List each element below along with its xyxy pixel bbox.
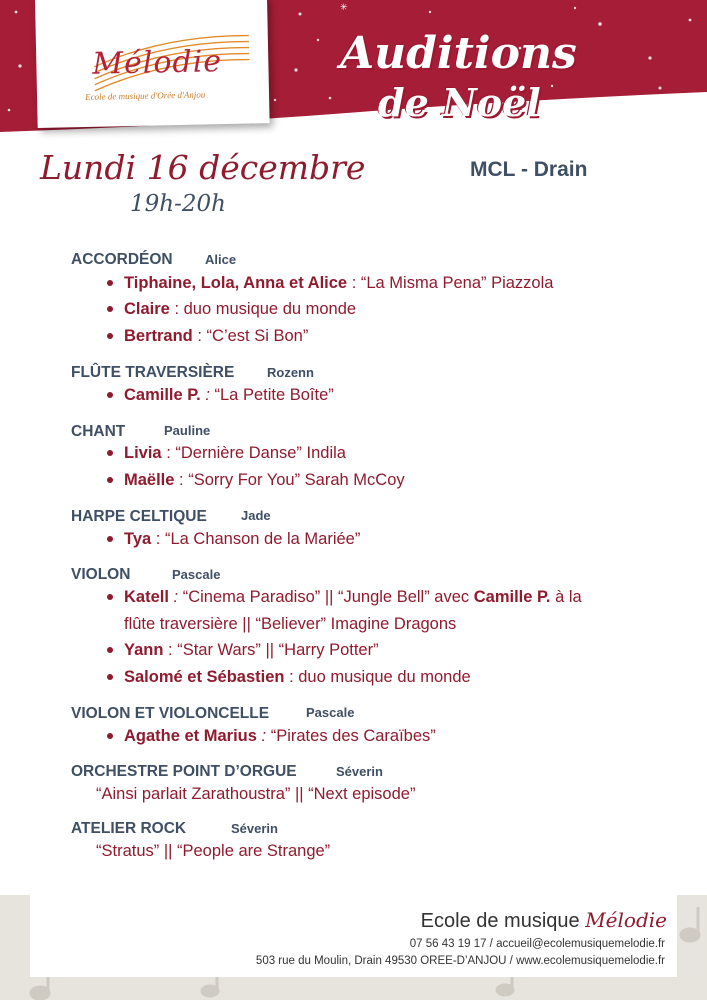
list-item: Katell : “Cinema Paradiso” || “Jungle Bell” avec Camille P. à la xyxy=(107,584,647,611)
list-item: Tiphaine, Lola, Anna et Alice : “La Misma Pena” Piazzola xyxy=(107,270,647,297)
logo-card xyxy=(35,0,270,128)
logo-subtitle: Ecole de musique d'Orée d'Anjou xyxy=(84,89,206,102)
title-de-noel: de Noël xyxy=(378,80,541,125)
section-violoncelle-teacher: Pascale xyxy=(306,705,355,720)
section-violon-title: VIOLON xyxy=(71,566,131,583)
list-item: Bertrand : “C’est Si Bon” xyxy=(107,323,647,350)
footer-contact: 07 56 43 19 17 / accueil@ecolemusiquemelodie.fr xyxy=(409,938,665,950)
section-harpe-title: HARPE CELTIQUE xyxy=(71,508,207,525)
section-orchestre-title: ORCHESTRE POINT D’ORGUE xyxy=(71,763,297,780)
section-harpe-teacher: Jade xyxy=(241,508,271,523)
footer-address: 503 rue du Moulin, Drain 49530 OREE-D’ANJOU / www.ecolemusiquemelodie.fr xyxy=(255,955,665,967)
svg-text:✳: ✳ xyxy=(340,3,348,13)
section-orchestre-teacher: Séverin xyxy=(336,764,383,779)
section-accordeon-title: ACCORDÉON xyxy=(71,251,173,268)
section-flute-teacher: Rozenn xyxy=(267,365,314,380)
event-date: Lundi 16 décembre xyxy=(40,148,366,187)
footer-school-name: Ecole de musique Mélodie xyxy=(420,908,667,932)
section-flute-title: FLÛTE TRAVERSIÈRE xyxy=(71,364,235,381)
list-item: Agathe et Marius : “Pirates des Caraïbes” xyxy=(107,723,647,750)
list-item: Camille P. : “La Petite Boîte” xyxy=(107,382,647,409)
event-venue: MCL - Drain xyxy=(470,158,588,181)
list-item: Salomé et Sébastien : duo musique du monde xyxy=(107,664,647,691)
list-item: Yann : “Star Wars” || “Harry Potter” xyxy=(107,637,647,664)
list-item: Maëlle : “Sorry For You” Sarah McCoy xyxy=(107,467,647,494)
section-accordeon-teacher: Alice xyxy=(205,252,237,267)
list-item: Claire : duo musique du monde xyxy=(107,296,647,323)
section-violoncelle-title: VIOLON ET VIOLONCELLE xyxy=(71,705,270,722)
title-auditions: Auditions xyxy=(340,28,577,79)
list-item: Tya : “La Chanson de la Mariée” xyxy=(107,526,647,553)
section-orchestre-piece: “Ainsi parlait Zarathoustra” || “Next episode” xyxy=(96,785,416,803)
event-time: 19h-20h xyxy=(130,191,226,217)
section-chant-teacher: Pauline xyxy=(164,423,211,438)
list-item-continuation: flûte traversière || “Believer” Imagine Dragons xyxy=(124,615,457,633)
section-rock-teacher: Séverin xyxy=(231,821,278,836)
section-violon-teacher: Pascale xyxy=(172,567,221,582)
logo-wordmark: Mélodie xyxy=(91,44,223,82)
list-item: Livia : “Dernière Danse” Indila xyxy=(107,440,647,467)
section-chant-title: CHANT xyxy=(71,423,126,440)
section-rock-piece: “Stratus” || “People are Strange” xyxy=(96,842,331,860)
section-rock-title: ATELIER ROCK xyxy=(71,820,187,837)
